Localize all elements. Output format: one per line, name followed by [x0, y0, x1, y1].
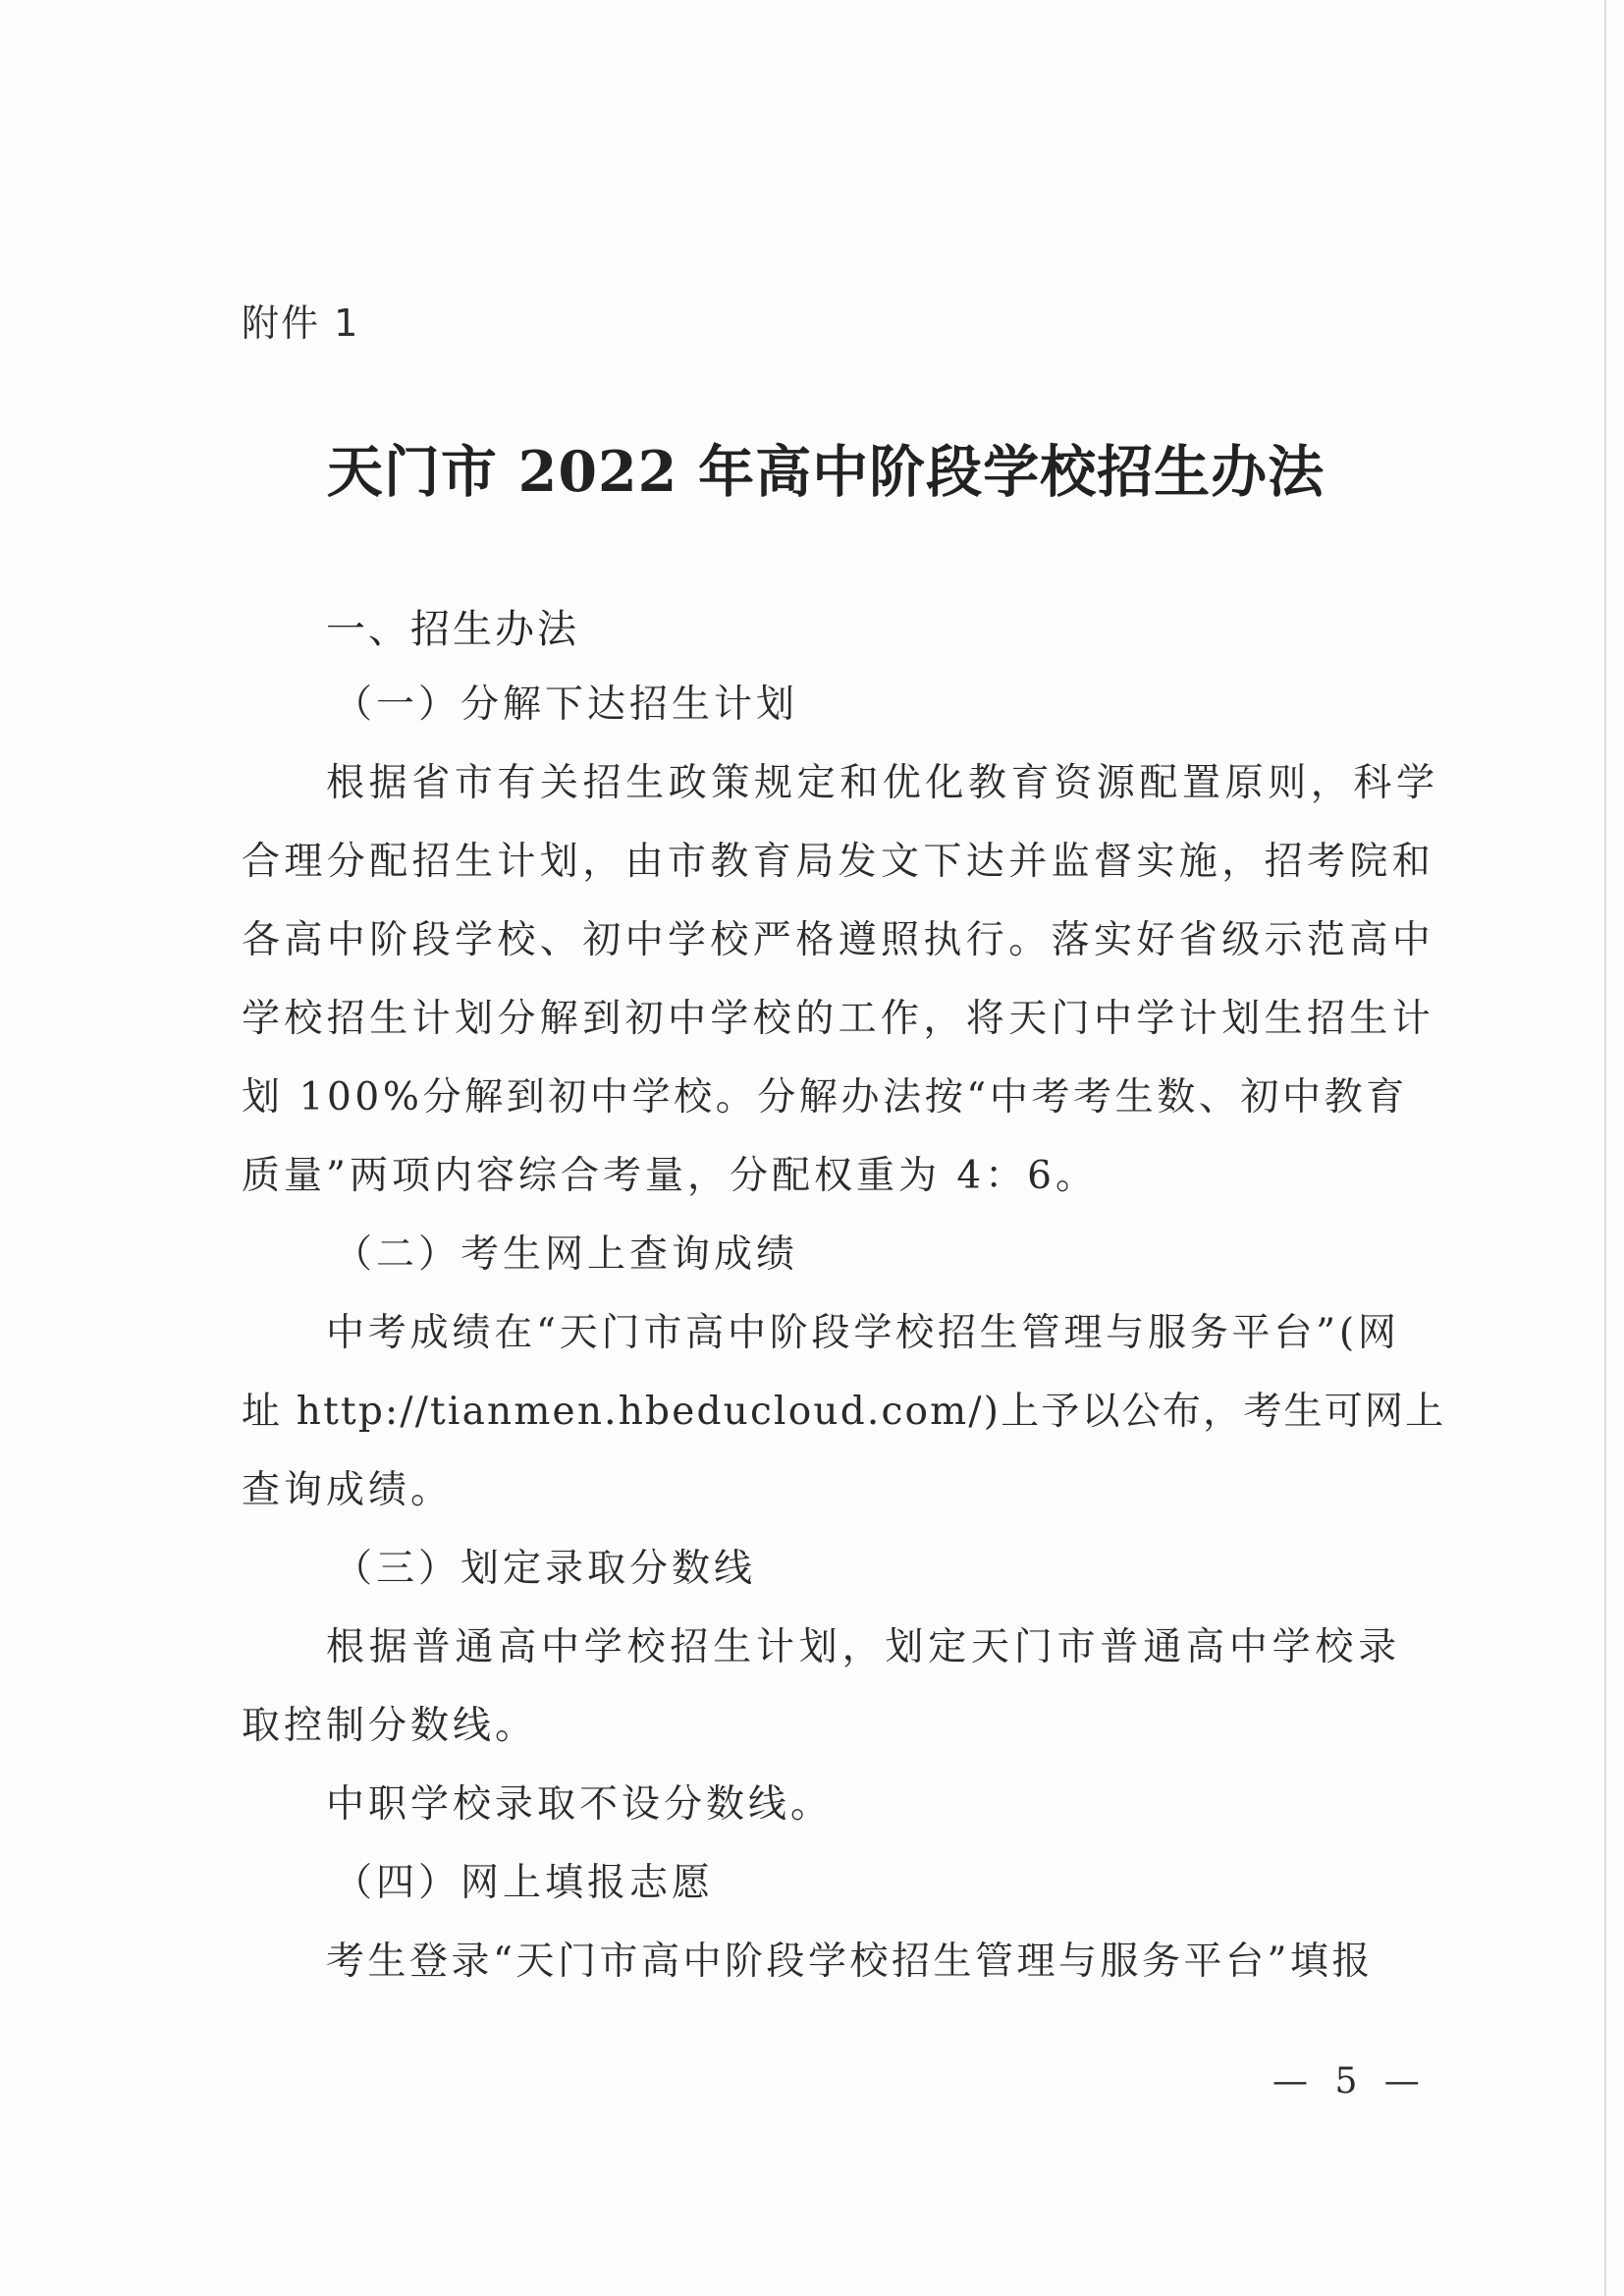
paragraph-line-6: 质量”两项内容综合考量，分配权重为 4：6。: [242, 1154, 1098, 1198]
document-title: 天门市 2022 年高中阶段学校招生办法: [326, 439, 1326, 505]
paragraph-line-8: 址 http://tianmen.hbeducloud.com/)上予以公布，考生可网上: [242, 1390, 1446, 1434]
paragraph-line-7: 中考成绩在“天门市高中阶段学校招生管理与服务平台”(网: [326, 1311, 1400, 1355]
paragraph-line-1: 根据省市有关招生政策规定和优化教育资源配置原则，科学: [326, 761, 1439, 805]
subheading-enrollment-plan: （一）分解下达招生计划: [334, 683, 799, 727]
paragraph-line-11: 取控制分数线。: [242, 1704, 538, 1748]
paragraph-line-2: 合理分配招生计划，由市教育局发文下达并监督实施，招考院和: [242, 840, 1435, 884]
paragraph-line-12: 中职学校录取不设分数线。: [326, 1782, 834, 1827]
section-heading-admissions-method: 一、招生办法: [326, 607, 579, 652]
paragraph-line-13: 考生登录“天门市高中阶段学校招生管理与服务平台”填报: [326, 1940, 1374, 1984]
paragraph-line-5: 划 100%分解到初中学校。分解办法按“中考考生数、初中教育: [242, 1075, 1408, 1120]
scan-edge-line: [1604, 0, 1606, 2296]
attachment-label: 附件 1: [242, 301, 360, 345]
page-number: — 5 —: [1272, 2061, 1428, 2102]
subheading-admission-score-line: （三）划定录取分数线: [334, 1547, 757, 1591]
paragraph-line-3: 各高中阶段学校、初中学校严格遵照执行。落实好省级示范高中: [242, 918, 1435, 962]
paragraph-line-4: 学校招生计划分解到初中学校的工作，将天门中学计划生招生计: [242, 997, 1435, 1041]
paragraph-line-10: 根据普通高中学校招生计划，划定天门市普通高中学校录: [326, 1625, 1402, 1669]
subheading-score-query: （二）考生网上查询成绩: [334, 1232, 799, 1277]
paragraph-line-9: 查询成绩。: [242, 1468, 454, 1512]
subheading-online-application: （四）网上填报志愿: [334, 1861, 715, 1905]
